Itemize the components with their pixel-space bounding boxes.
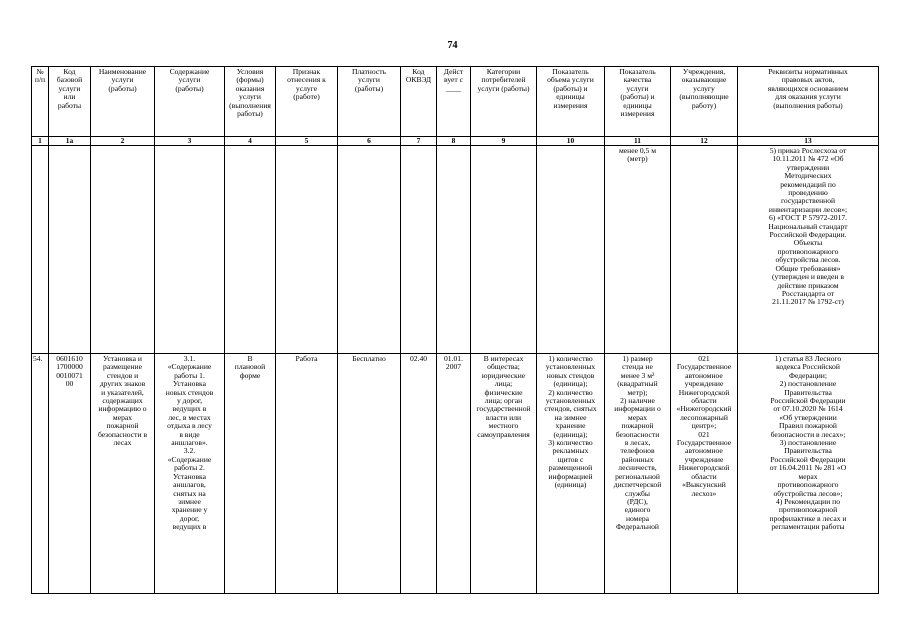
base-code-cell: 0601610 1700000 0010071 00: [49, 354, 91, 594]
empty-cell: [338, 146, 401, 354]
column-number: 4: [225, 137, 276, 146]
empty-cell: [537, 146, 605, 354]
column-number: 12: [671, 137, 738, 146]
name-cell: Установка и размещение стендов и других знаков и указателей, содержащих информацию о мерах пожарной безопасности в лесах: [91, 354, 155, 594]
header-cell-legal-acts: Реквизиты нормативных правовых актов, являющихся основанием для оказания услуги (выполнения работы): [738, 67, 879, 137]
header-cell-volume-indicator: Показатель объема услуги (работы) и единицы измерения: [537, 67, 605, 137]
legal-acts-cell: 5) приказ Рослесхоза от 10.11.2011 № 472 «Об утверждении Методических рекомендаций по проведению государственной инвентаризации лесов»; 6) «ГОСТ Р 57972-2017. Национальный стандарт Российской Федерации. Объекты противопожарного обустройства лесов. Общие требования» (утвержден и введен в действие приказом Росстандарта от 21.11.2017 № 1792-ст): [738, 146, 879, 354]
header-cell-consumers: Категории потребителей услуги (работы): [471, 67, 537, 137]
header-cell-valid-from: Дейст вует с ____: [437, 67, 471, 137]
quality-indicator-cell: 1) размер стенда не менее 3 м² (квадратный метр); 2) наличие информации о мерах пожарной безопасности в лесах, телефонов районных лесничеств, региональной диспетчерской службы (РДС), единого номера Федеральной: [605, 354, 671, 594]
column-number: 5: [276, 137, 338, 146]
header-cell-name: Наименование услуги (работы): [91, 67, 155, 137]
row-number-cell: 54.: [32, 354, 49, 594]
empty-cell: [471, 146, 537, 354]
empty-cell: [32, 146, 49, 354]
empty-cell: [49, 146, 91, 354]
table-row-54: [32, 354, 879, 594]
column-number: 1: [32, 137, 49, 146]
empty-cell: [91, 146, 155, 354]
empty-cell: [155, 146, 225, 354]
header-cell-okved: Код ОКВЭД: [401, 67, 437, 137]
conditions-cell: В плановой форме: [225, 354, 276, 594]
column-numbers-row: [32, 137, 879, 146]
payment-cell: Бесплатно: [338, 354, 401, 594]
attribute-cell: Работа: [276, 354, 338, 594]
consumers-cell: В интересах общества; юридические лица; физические лица; орган государственной власти или местного самоуправления: [471, 354, 537, 594]
header-cell-payment: Платность услуги (работы): [338, 67, 401, 137]
empty-cell: [276, 146, 338, 354]
okved-cell: 02.40: [401, 354, 437, 594]
column-number: 3: [155, 137, 225, 146]
legal-acts-cell: 1) статья 83 Лесного кодекса Российской Федерации; 2) постановление Правительства Российской Федерации от 07.10.2020 № 1614 «Об утверждении Правил пожарной безопасности в лесах»; 3) постановление Правительства Российской Федерации от 16.04.2011 № 281 «О мерах противопожарного обустройства лесов»; 4) Рекомендации по противопожарной профилактике в лесах и регламентации работы: [738, 354, 879, 594]
column-number: 9: [471, 137, 537, 146]
volume-indicator-cell: 1) количество установленных новых стендов (единица); 2) количество установленных стендов, снятых на зимнее хранение (единица); 3) количество рекламных щитов с размещенной информацией (единица): [537, 354, 605, 594]
empty-cell: [401, 146, 437, 354]
column-number: 6: [338, 137, 401, 146]
column-number: 8: [437, 137, 471, 146]
content-cell: 3.1. «Содержание работы 1. Установка новых стендов у дорог, ведущих в лес, в местах отдыха в лесу в виде аншлагов». 3.2. «Содержание работы 2. Установка аншлагов, снятых на зимнее хранение у дорог, ведущих в: [155, 354, 225, 594]
services-register-table: [31, 66, 879, 594]
header-cell-number: № п/п: [32, 67, 49, 137]
page-number: 74: [447, 40, 458, 51]
table-row-continuation: [32, 146, 879, 354]
header-cell-attribute: Признак отнесения к услуге (работе): [276, 67, 338, 137]
valid-from-cell: 01.01. 2007: [437, 354, 471, 594]
header-row: [32, 67, 879, 137]
column-number: 2: [91, 137, 155, 146]
header-cell-quality-indicator: Показатель качества услуги (работы) и единицы измерения: [605, 67, 671, 137]
header-cell-base-code: Код базовой услуги или работы: [49, 67, 91, 137]
institutions-cell: 021 Государственное автономное учреждение Нижегородской области «Нижегородский лесопожарный центр»; 021 Государственное автономное учреждение Нижегородской области «Выксунский лесхоз»: [671, 354, 738, 594]
column-number: 1а: [49, 137, 91, 146]
header-cell-institutions: Учреждения, оказывающие услугу (выполняющие работу): [671, 67, 738, 137]
empty-cell: [225, 146, 276, 354]
quality-indicator-cell: менее 0,5 м (метр): [605, 146, 671, 354]
column-number: 7: [401, 137, 437, 146]
column-number: 11: [605, 137, 671, 146]
empty-cell: [671, 146, 738, 354]
column-number: 13: [738, 137, 879, 146]
header-cell-conditions: Условия (формы) оказания услуги (выполнения работы): [225, 67, 276, 137]
header-cell-content: Содержание услуги (работы): [155, 67, 225, 137]
column-number: 10: [537, 137, 605, 146]
empty-cell: [437, 146, 471, 354]
